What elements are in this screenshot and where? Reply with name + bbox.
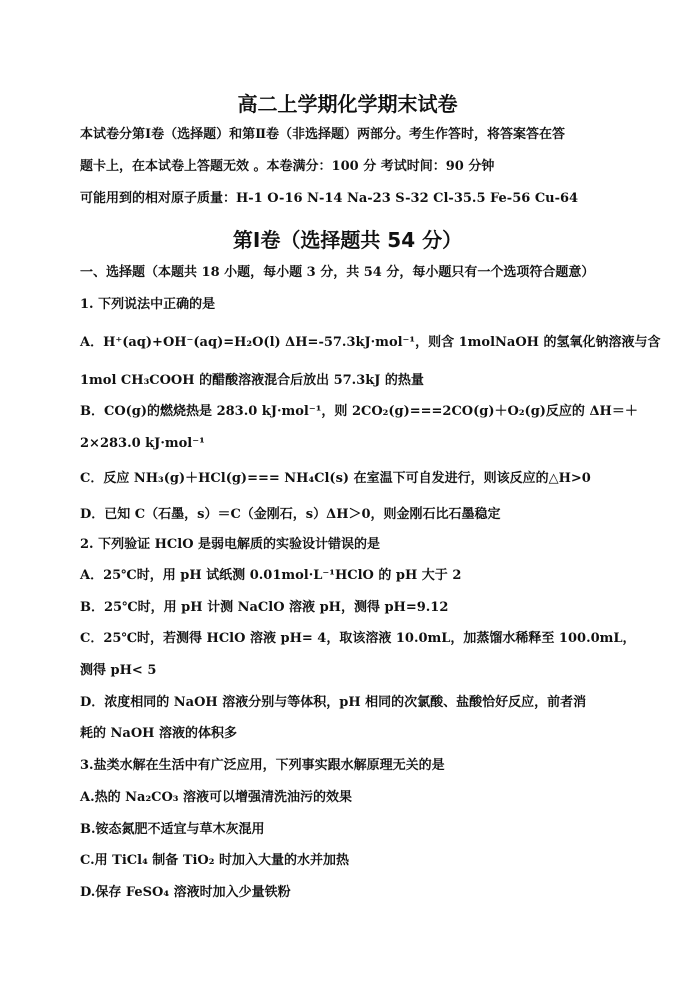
question-2-option-d-line-1: D．浓度相同的 NaOH 溶液分别与等体积，pH 相同的次氯酸、盐酸恰好反应，前者消 — [80, 695, 587, 710]
question-1-option-d: D．已知 C（石墨，s）＝C（金刚石，s）ΔH＞0，则金刚石比石墨稳定 — [80, 507, 501, 522]
question-3-option-d: D.保存 FeSO₄ 溶液时加入少量铁粉 — [80, 885, 291, 900]
question-1-stem: 1. 下列说法中正确的是 — [80, 297, 216, 312]
intro-line-1: 本试卷分第Ⅰ卷（选择题）和第Ⅱ卷（非选择题）两部分。考生作答时，将答案答在答 — [80, 127, 566, 142]
question-3-option-b: B.铵态氮肥不适宜与草木灰混用 — [80, 822, 265, 837]
question-2-option-d-line-2: 耗的 NaOH 溶液的体积多 — [80, 726, 237, 741]
question-1-option-a-line-1: A．H⁺(aq)+OH⁻(aq)=H₂O(l) ΔH=-57.3kJ·mol⁻¹，则含 1molNaOH 的氢氧化钠溶液与含 — [80, 335, 661, 350]
question-1-option-c: C．反应 NH₃(g)＋HCl(g)=== NH₄Cl(s) 在室温下可自发进行，则该反应的△H>0 — [80, 471, 591, 486]
question-3-stem: 3.盐类水解在生活中有广泛应用，下列事实跟水解原理无关的是 — [80, 758, 445, 773]
question-2-option-c-line-1: C．25℃时，若测得 HClO 溶液 pH= 4，取该溶液 10.0mL，加蒸馏水稀释至 100.0mL， — [80, 631, 636, 646]
intro-line-2: 题卡上，在本试卷上答题无效 。本卷满分：100 分 考试时间：90 分钟 — [80, 159, 495, 174]
section-title: 第Ⅰ卷（选择题共 54 分） — [232, 228, 463, 252]
page-title: 高二上学期化学期末试卷 — [237, 92, 458, 116]
question-2-option-b: B．25℃时，用 pH 计测 NaClO 溶液 pH，测得 pH=9.12 — [80, 600, 449, 615]
question-1-option-a-line-2: 1mol CH₃COOH 的醋酸溶液混合后放出 57.3kJ 的热量 — [80, 373, 424, 388]
question-3-option-a: A.热的 Na₂CO₃ 溶液可以增强清洗油污的效果 — [80, 790, 353, 805]
question-3-option-c: C.用 TiCl₄ 制备 TiO₂ 时加入大量的水并加热 — [80, 853, 349, 868]
question-2-option-a: A．25℃时，用 pH 试纸测 0.01mol·L⁻¹HClO 的 pH 大于 2 — [80, 568, 462, 583]
question-1-option-b-line-2: 2×283.0 kJ·mol⁻¹ — [80, 436, 205, 451]
question-2-option-c-line-2: 测得 pH< 5 — [80, 663, 157, 678]
atomic-masses: 可能用到的相对原子质量：H-1 O-16 N-14 Na-23 S-32 Cl-35.5 Fe-56 Cu-64 — [80, 191, 579, 206]
question-1-option-b-line-1: B．CO(g)的燃烧热是 283.0 kJ·mol⁻¹，则 2CO₂(g)===2CO(g)＋O₂(g)反应的 ΔH＝＋ — [80, 404, 638, 419]
section-description: 一、选择题（本题共 18 小题，每小题 3 分，共 54 分，每小题只有一个选项符合题意） — [80, 265, 595, 280]
question-2-stem: 2. 下列验证 HClO 是弱电解质的实验设计错误的是 — [80, 537, 381, 552]
